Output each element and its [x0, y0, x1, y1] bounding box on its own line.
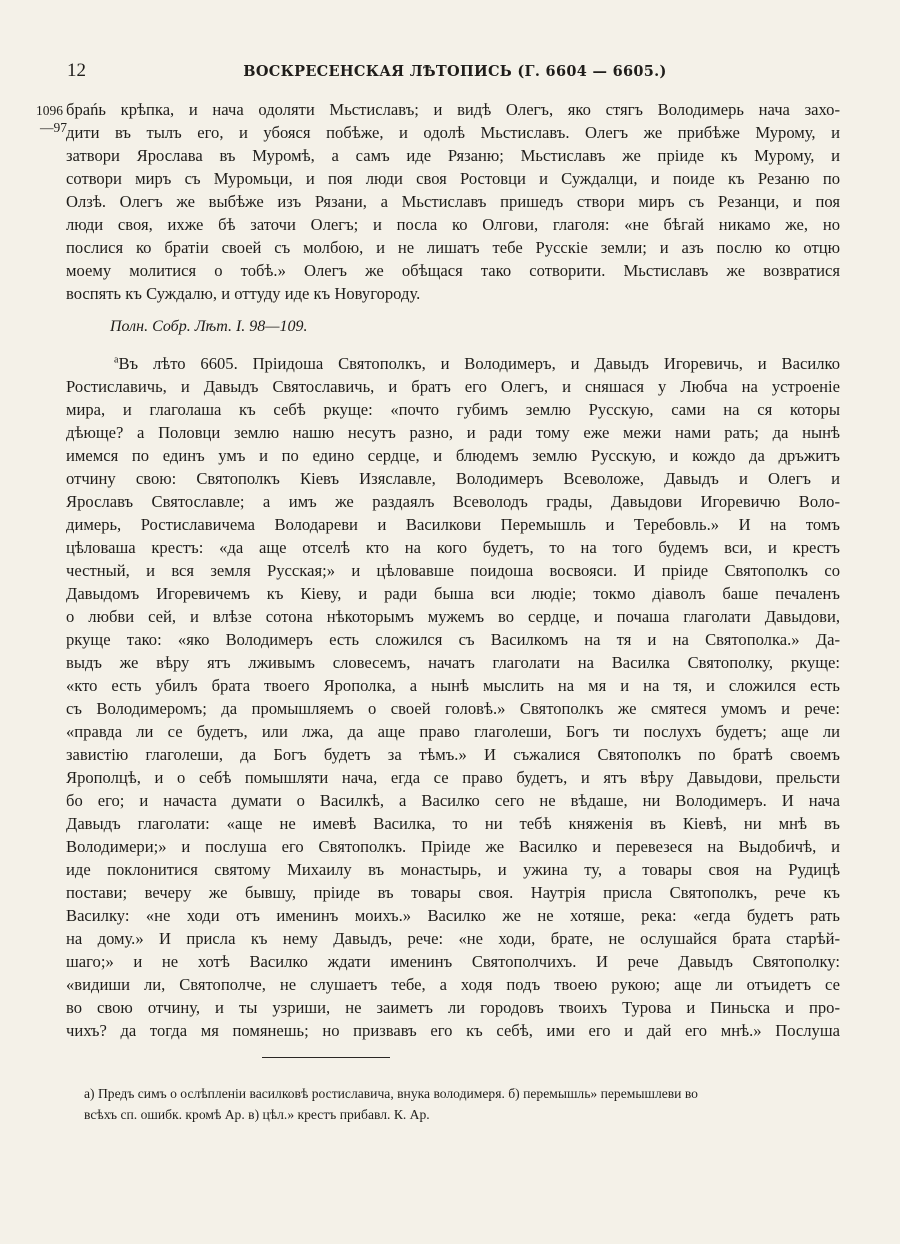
text-line: «кто есть убилъ брата твоего Ярополка, а нынѣ мыслить на мя и на тя, и сложился есть [66, 676, 840, 695]
footnote-divider [262, 1057, 390, 1058]
text-line: отчину свою: Святополкъ Кіевъ Изяславле, Володимеръ Всеволоже, Давыдъ и Олегъ и [66, 469, 840, 488]
text-line: браńь крѣпка, и нача одоляти Мьстиславъ; и видѣ Олегъ, яко стягъ Володимерь нача захо- [66, 100, 840, 119]
text-line: Давыдъ глаголати: «аще не имевѣ Василка, то ни тебѣ княженія въ Кіевѣ, ни мнѣ въ [66, 814, 840, 833]
footnote-mark-a: а [114, 354, 119, 366]
text-line: имемся по единъ умъ и по едино сердце, и блюдемъ землю Русскую, и кождо да дръжитъ [66, 446, 840, 465]
text-line: постави; вечеру же бывшу, пріиде въ товары своя. Наутрія присла Святополкъ, рече къ [66, 883, 840, 902]
text-line: моему молитися о тобѣ.» Олегъ же обѣщася тако сотворити. Мьстиславъ же возвратися [66, 261, 840, 280]
text-line: Ярополцѣ, и о себѣ помышляти нача, егда се право будетъ, и ятъ вѣру Давыдови, прельсти [66, 768, 840, 787]
text-line: о любви сей, и влѣзе сотона нѣкоторымъ мужемъ во сердце, и почаша глаголати Давыдови, [66, 607, 840, 626]
text-line: цѣловаша крестъ: «да аще отселѣ кто на кого будетъ, то на того будемъ вси, и крестъ [66, 538, 840, 557]
text-line: «видиши ли, Святополче, не слушаетъ тебе, а ходя подъ твоею рукою; аще ли отъидетъ се [66, 975, 840, 994]
text-line: сотвори миръ съ Муромьци, и поя люди своя Ростовци и Суждалци, и поиде къ Резаню по [66, 169, 840, 188]
text-line: димерь, Ростиславичема Володареви и Василкови Перемышль и Теребовль.» И на томъ [66, 515, 840, 534]
text-line: Давыдомъ Игоревичемъ къ Кіеву, и ради быша вси людіе; токмо діаволъ баше печаленъ [66, 584, 840, 603]
text-line: иде поклонитися святому Михаилу въ монастырь, и ужина ту, а товары своя на Рудицѣ [66, 860, 840, 879]
running-title: ВОСКРЕСЕНСКАЯ ЛѢТОПИСЬ (Г. 6604 — 6605.) [243, 63, 667, 80]
text-line: Ростиславичь, и Давыдъ Святославичь, и братъ его Олегъ, и сняшася у Любча на устроеніе [66, 377, 840, 396]
page-number: 12 [67, 60, 86, 81]
footnotes [84, 1083, 844, 1125]
text-line: люди своя, ихже бѣ заточи Олегъ; и посла ко Олгови, глаголя: «не бѣгай никамо же, но [66, 215, 840, 234]
text-line: съ Володимеромъ; да промышляемъ о своей головѣ.» Святополкъ же смятеся умомъ и рече: [66, 699, 840, 718]
footnote-line: всѣхъ сп. ошибк. кромѣ Ар. в) цѣл.» крестъ прибавл. К. Ар. [84, 1107, 430, 1122]
text-line: «правда ли се будетъ, или лжа, да аще право глаголеши, Богъ ти послухъ будетъ; аще ли [66, 722, 840, 741]
paragraph-1 [66, 98, 840, 305]
text-line: Ярославъ Святославле; а имъ же раздаялъ Всеволодъ грады, Давыдови Игоревичю Воло- [66, 492, 840, 511]
text-line: Олзѣ. Олегъ же выбѣже изъ Рязани, а Мьстиславъ пришедъ створи миръ съ Резанци, и поя [66, 192, 840, 211]
margin-year-bottom: —97 [40, 120, 67, 135]
text-line: послися ко братіи своей съ молбою, и не лишатъ тебе Русскіе земли; и азъ послю ко отцю [66, 238, 840, 257]
text-line: шаго;» и не хотѣ Василко ждати именинъ Святополчихъ. И рече Давыдъ Святополку: [66, 952, 840, 971]
paragraph-2 [66, 352, 840, 1042]
source-citation: Полн. Собр. Лѣт. I. 98—109. [110, 318, 308, 335]
text-line: ркуще тако: «яко Володимеръ есть сложился съ Василкомъ на тя и на Святополка.» Да- [66, 630, 840, 649]
margin-year-top: 1096 [36, 103, 63, 118]
text-line: дѣюще? а Половци землю нашю несутъ разно, и ради тому еже межи нами рать; да нынѣ [66, 423, 840, 442]
text-line: мира, и глаголаша къ себѣ ркуще: «почто губимъ землю Русскую, сами на ся которы [66, 400, 840, 419]
text-line: Володимери;» и послуша его Святополкъ. Пріиде же Василко и перевезеся на Выдобичѣ, и [66, 837, 840, 856]
text-line-first: $^а$Въ лѣто 6605. Пріидоша Святополкъ, и Володимеръ, и Давыдъ Игоревичь, и Василко [114, 354, 840, 373]
text-line: честный, и вся земля Русская;» и цѣловавше поидоша восвояси. И пріиде Святополкъ со [66, 561, 840, 580]
text-line: выдъ же вѣру ятъ лживымъ словесемъ, начатъ глаголати на Василка Святополку, ркуще: [66, 653, 840, 672]
page-header [65, 60, 845, 88]
text-line: во свою отчину, и ты узриши, не заиметъ ли городовъ твоихъ Турова и Пиньска и про- [66, 998, 840, 1017]
text-line: бо его; и начаста думати о Василкѣ, а Василко сего не вѣдаше, ни Володимеръ. И нача [66, 791, 840, 810]
text-line: завистію глаголеши, да Богъ будетъ за тѣмъ.» И съжалися Святополкъ по братѣ своемъ [66, 745, 840, 764]
text-line: воспять къ Суждалю, и оттуду иде къ Новугороду. [66, 284, 421, 303]
text-line: на дому.» И присла къ нему Давыдъ, рече: «не ходи, брате, не ослушайся брата старѣй- [66, 929, 840, 948]
footnote-line: а) Предъ симъ о ослѣпленіи василковѣ ростиславича, внука володимеря. б) перемышль» перемышлеви во [84, 1086, 698, 1101]
text-line: Василку: «не ходи отъ именинъ моихъ.» Василко же не хотяше, река: «егда будетъ рать [66, 906, 840, 925]
text-line: чихъ? да тогда мя помянешь; но призвавъ его къ себѣ, ими его и дай его мнѣ.» Послуша [66, 1021, 840, 1040]
text-line: дити въ тылъ его, и убояся побѣже, и одолѣ Мьстиславъ. Олегъ же прибѣже Мурому, и [66, 123, 840, 142]
text-line: затвори Ярослава въ Муромѣ, а самъ иде Рязаню; Мьстиславъ же пріиде къ Мурому, и [66, 146, 840, 165]
